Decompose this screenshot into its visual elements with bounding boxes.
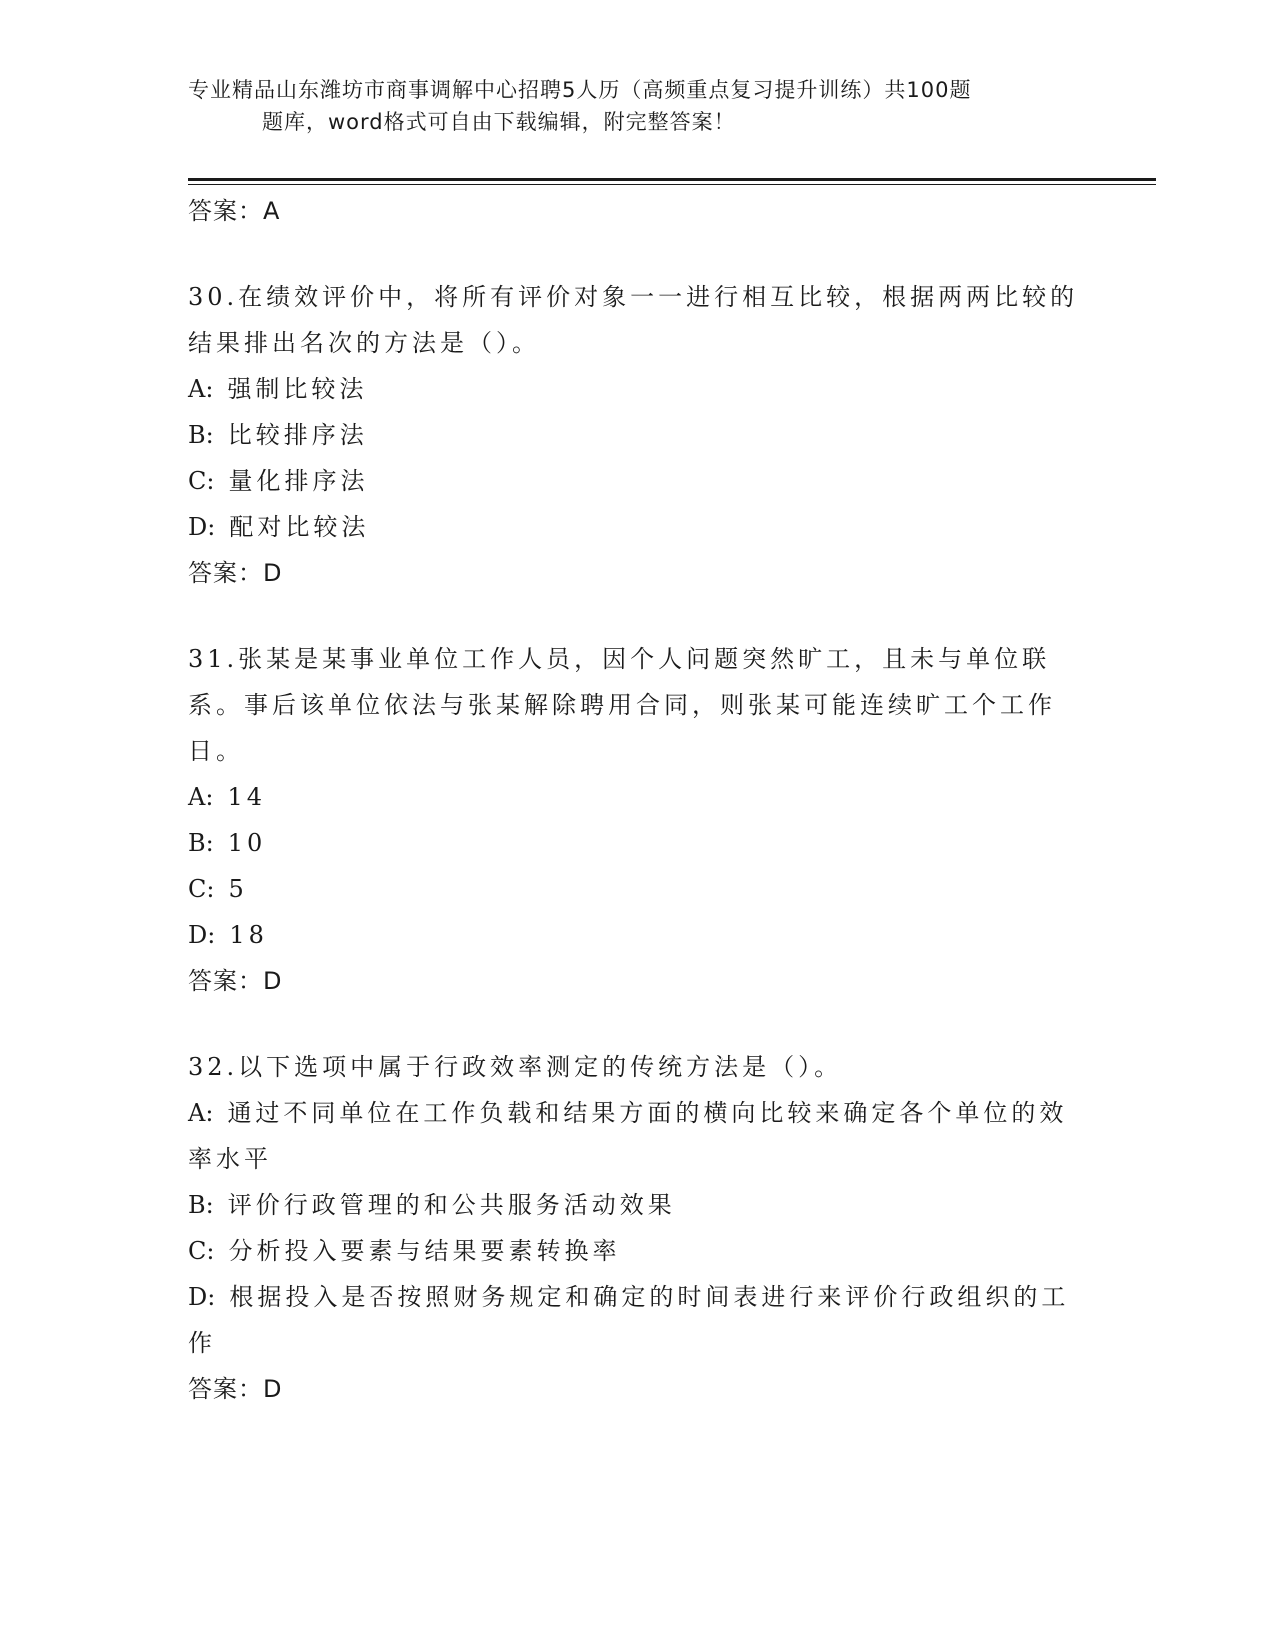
option-d: D: 根据投入是否按照财务规定和确定的时间表进行来评价行政组织的工作	[188, 1283, 1070, 1357]
document-header	[188, 74, 1088, 138]
option-a: A: 14	[188, 783, 266, 811]
option-letter: C	[188, 467, 207, 495]
option-text: 14	[227, 783, 266, 811]
option-text: 10	[227, 829, 267, 857]
option-text: 配对比较法	[229, 513, 370, 541]
option-c: C: 量化排序法	[188, 467, 369, 495]
question-text: 31.张某是某事业单位工作人员，因个人问题突然旷工，且未与单位联系。事后该单位依法与张某解除聘用合同，则张某可能连续旷工个工作日。	[188, 645, 1056, 765]
option-letter: A	[188, 1099, 206, 1127]
option-letter: B	[188, 1191, 206, 1219]
document-body	[188, 188, 1088, 1412]
option-text: 5	[228, 875, 248, 903]
option-b: B: 比较排序法	[188, 421, 368, 449]
option-letter: D	[188, 513, 208, 541]
answer-line: 答案：D	[188, 559, 283, 587]
option-c: C: 分析投入要素与结果要素转换率	[188, 1237, 621, 1265]
question-block-30	[188, 274, 1088, 596]
option-text: 量化排序法	[228, 467, 369, 495]
question-block-32	[188, 1044, 1088, 1412]
option-letter: B	[188, 421, 206, 449]
option-d: D: 配对比较法	[188, 513, 370, 541]
option-letter: A	[188, 375, 206, 403]
question-block-31	[188, 636, 1088, 1004]
option-a: A: 通过不同单位在工作负载和结果方面的横向比较来确定各个单位的效率水平	[188, 1099, 1068, 1173]
header-title-line-2: 题库，word格式可自由下载编辑，附完整答案！	[262, 110, 736, 134]
option-text: 根据投入是否按照财务规定和确定的时间表进行来评价行政组织的工作	[188, 1283, 1070, 1357]
option-a: A: 强制比较法	[188, 375, 368, 403]
header-title-line-1: 专业精品山东潍坊市商事调解中心招聘5人历（高频重点复习提升训练）共100题	[188, 78, 972, 102]
option-text: 分析投入要素与结果要素转换率	[228, 1237, 621, 1265]
option-b: B: 评价行政管理的和公共服务活动效果	[188, 1191, 676, 1219]
option-b: B: 10	[188, 829, 267, 857]
question-text: 30.在绩效评价中，将所有评价对象一一进行相互比较，根据两两比较的结果排出名次的方法是（）。	[188, 283, 1079, 357]
header-rule-thin	[188, 184, 1156, 185]
option-text: 18	[229, 921, 268, 949]
option-letter: B	[188, 829, 206, 857]
previous-answer: 答案：A	[188, 197, 281, 225]
option-text: 评价行政管理的和公共服务活动效果	[227, 1191, 676, 1219]
option-letter: A	[188, 783, 206, 811]
option-c: C: 5	[188, 875, 248, 903]
question-text: 32.以下选项中属于行政效率测定的传统方法是（）。	[188, 1053, 843, 1081]
option-letter: C	[188, 1237, 207, 1265]
option-text: 强制比较法	[227, 375, 368, 403]
option-d: D: 18	[188, 921, 268, 949]
answer-line: 答案：D	[188, 1375, 283, 1403]
option-text: 通过不同单位在工作负载和结果方面的横向比较来确定各个单位的效率水平	[188, 1099, 1068, 1173]
option-letter: C	[188, 875, 207, 903]
header-rule-thick	[188, 178, 1156, 181]
option-letter: D	[188, 921, 208, 949]
answer-line: 答案：D	[188, 967, 283, 995]
option-text: 比较排序法	[227, 421, 368, 449]
option-letter: D	[188, 1283, 208, 1311]
